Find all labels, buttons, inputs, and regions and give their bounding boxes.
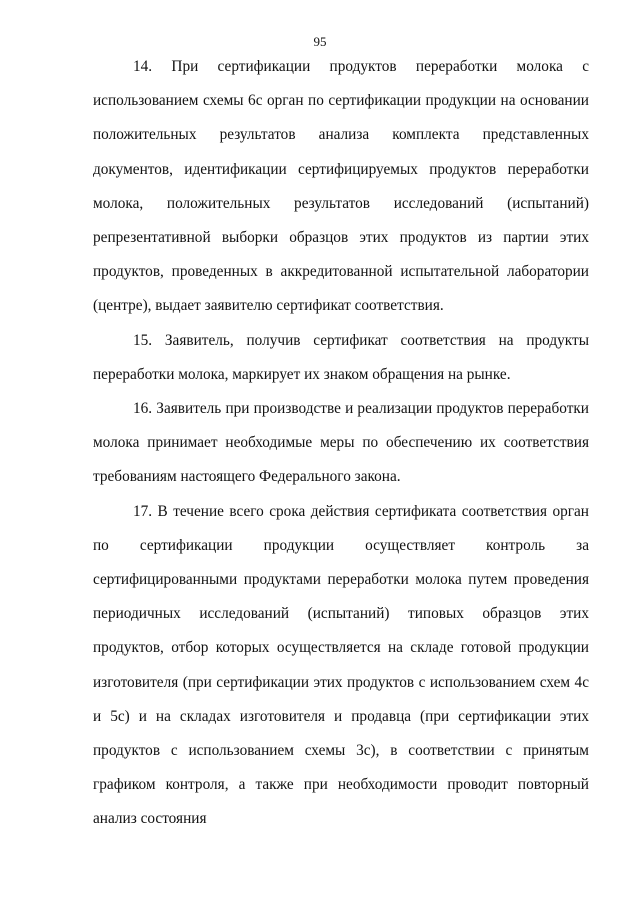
paragraph-15: 15. Заявитель, получив сертификат соответствия на продукты переработки молока, маркирует их знаком обращения на рынке. xyxy=(93,331,589,383)
page-number: 95 xyxy=(313,34,327,49)
paragraph-17: 17. В течение всего срока действия сертификата соответствия орган по сертификации продукции осуществляет контроль за сертифицированными продуктами переработки молока путем проведения периодичных исследований (испытаний) типовых образцов этих продуктов, отбор которых осуществляется на складе готовой продукции изготовителя (при сертификации этих продуктов с использованием схем 4с и 5с) и на складах изготовителя и продавца (при сертификации этих продуктов с использованием схемы 3с), в соответствии с принятым графиком контроля, а также при необходимости проводит повторный анализ состояния xyxy=(93,502,589,828)
paragraph-14: 14. При сертификации продуктов переработки молока с использованием схемы 6с орган по сертификации продукции на основании положительных результатов анализа комплекта представленных документов, идентификации сертифицируемых продуктов переработки молока, положительных результатов исследований (испытаний) репрезентативной выборки образцов этих продуктов из партии этих продуктов, проведенных в аккредитованной испытательной лаборатории (центре), выдает заявителю сертификат соответствия. xyxy=(93,58,589,315)
paragraph-16: 16. Заявитель при производстве и реализации продуктов переработки молока принимает необходимые меры по обеспечению их соответствия требованиям настоящего Федерального закона. xyxy=(93,400,589,486)
document-body xyxy=(93,50,589,837)
